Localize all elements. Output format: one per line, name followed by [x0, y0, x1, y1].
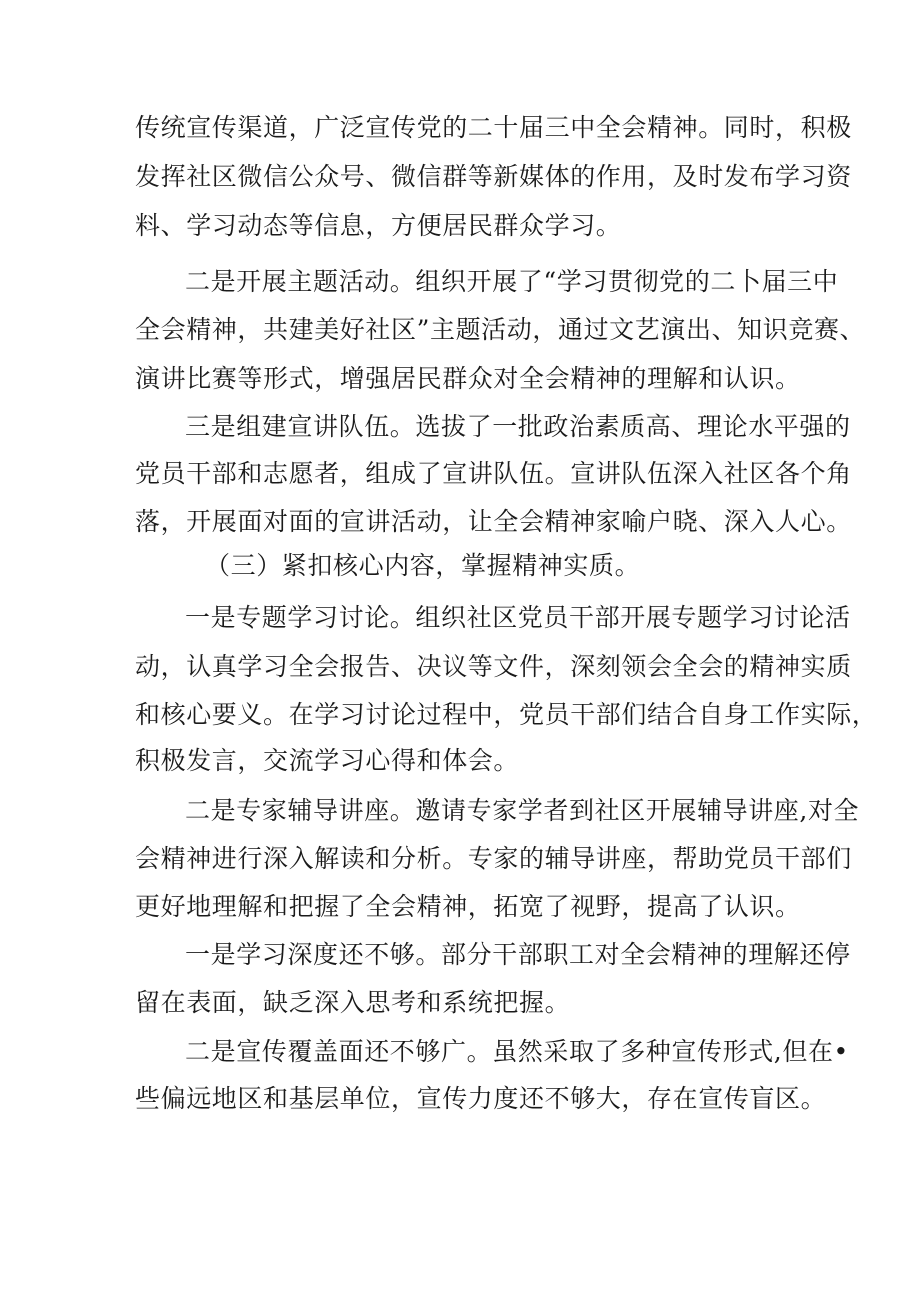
text-line: 发挥社区微信公众号、微信群等新媒体的作用，及时发布学习资: [135, 162, 852, 191]
section-heading: （三）紧扣核心内容，掌握精神实质。: [205, 551, 641, 580]
text-line: 全会精神，共建美好社区”主题活动，通过文艺演出、知识竞赛、: [135, 315, 866, 344]
paragraph-first-line: 三是组建宣讲队伍。选拔了一批政治素质高、理论水平强的: [185, 412, 851, 441]
text-line: 留在表面，缺乏深入思考和系统把握。: [135, 988, 571, 1017]
text-line: 和核心要义。在学习讨论过程中，党员干部们结合自身工作实际，: [135, 700, 878, 729]
text-line: 演讲比赛等形式，增强居民群众对全会精神的理解和认识。: [135, 364, 801, 393]
text-line: 积极发言，交流学习心得和体会。: [135, 746, 520, 775]
text-line: 料、学习动态等信息，方便居民群众学习。: [135, 211, 622, 240]
text-line: 会精神进行深入解读和分析。专家的辅导讲座，帮助党员干部们: [135, 844, 852, 873]
paragraph-first-line: 一是学习深度还不够。部分干部职工对全会精神的理解还停: [185, 940, 851, 969]
text-line: 动，认真学习全会报告、决议等文件，深刻领会全会的精神实质: [135, 652, 852, 681]
text-line: 更好地理解和把握了全会精神，拓宽了视野，提高了认识。: [135, 892, 801, 921]
paragraph-first-line: 二是宣传覆盖面还不够广。虽然采取了多种宣传形式,但在•: [185, 1037, 849, 1066]
paragraph-first-line: 二是开展主题活动。组织开展了“学习贯彻党的二卜届三中: [185, 267, 839, 296]
text-line: 落，开展面对面的宣讲活动，让全会精神家喻户晓、深入人心。: [135, 507, 852, 536]
text-line: 党员干部和志愿者，组成了宣讲队伍。宣讲队伍深入社区各个角: [135, 459, 852, 488]
text-line: 传统宣传渠道，广泛宣传党的二十届三中全会精神。同时，积极: [135, 113, 852, 142]
paragraph-first-line: 二是专家辅导讲座。邀请专家学者到社区开展辅导讲座,对全: [185, 796, 860, 825]
paragraph-first-line: 一是专题学习讨论。组织社区党员干部开展专题学习讨论活: [185, 603, 851, 632]
text-line: 些偏远地区和基层单位，宣传力度还不够大，存在宣传盲区。: [135, 1084, 827, 1113]
